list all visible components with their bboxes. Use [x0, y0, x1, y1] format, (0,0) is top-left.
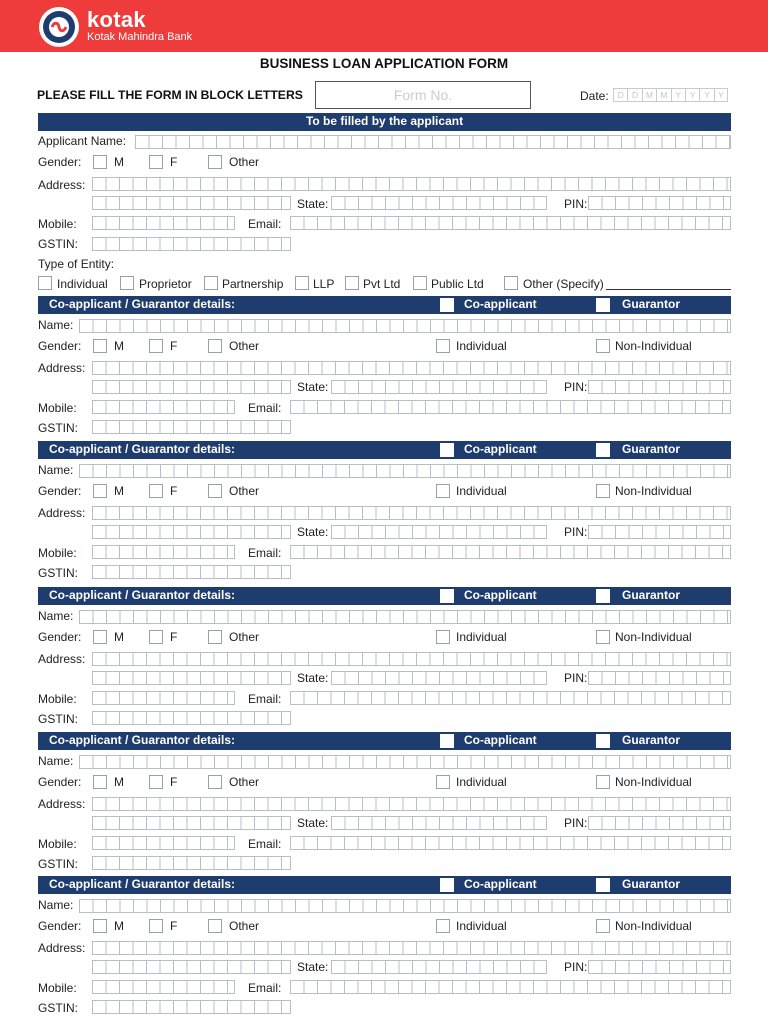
co-name-label: Name:	[38, 754, 74, 768]
co-non-individual-checkbox[interactable]	[596, 775, 610, 789]
co-mobile-input[interactable]	[92, 980, 235, 994]
co-gender-m-label: M	[114, 919, 124, 933]
co-section-title: Co-applicant / Guarantor details:	[49, 297, 236, 311]
co-email-label: Email:	[248, 401, 282, 415]
co-address-label: Address:	[38, 797, 86, 811]
brand-subtitle: Kotak Mahindra Bank	[87, 31, 193, 43]
co-applicant-checkbox[interactable]	[440, 589, 454, 603]
co-gstin-label: GSTIN:	[38, 566, 79, 580]
co-pin-input[interactable]	[588, 816, 731, 830]
co-gender-other-label: Other	[229, 919, 260, 933]
co-applicant-checkbox[interactable]	[440, 878, 454, 892]
gender-m-checkbox[interactable]	[93, 155, 107, 169]
co-gender-m-checkbox[interactable]	[93, 484, 107, 498]
date-box[interactable]: D	[627, 88, 641, 102]
entity-partnership-label: Partnership	[222, 277, 284, 291]
co-individual-checkbox[interactable]	[436, 919, 450, 933]
co-gender-other-checkbox[interactable]	[208, 630, 222, 644]
co-name-label: Name:	[38, 898, 74, 912]
co-email-input[interactable]	[290, 836, 731, 850]
co-pin-input[interactable]	[588, 525, 731, 539]
co-mobile-label: Mobile:	[38, 981, 77, 995]
co-applicant-label: Co-applicant	[464, 588, 537, 602]
gender-label: Gender:	[38, 155, 82, 169]
guarantor-label: Guarantor	[622, 877, 681, 891]
pin-input[interactable]	[588, 196, 731, 210]
co-section-title: Co-applicant / Guarantor details:	[49, 588, 236, 602]
co-individual-label: Individual	[456, 630, 507, 644]
co-section-title: Co-applicant / Guarantor details:	[49, 733, 236, 747]
co-gender-f-checkbox[interactable]	[149, 919, 163, 933]
email-label: Email:	[248, 217, 282, 231]
co-gender-other-label: Other	[229, 775, 260, 789]
gender-f-label: F	[170, 155, 178, 169]
co-gender-label: Gender:	[38, 919, 82, 933]
co-pin-label: PIN:	[564, 380, 588, 394]
co-address-line1-input[interactable]	[92, 361, 731, 375]
co-pin-label: PIN:	[564, 960, 588, 974]
entity-proprietor-label: Proprietor	[139, 277, 192, 291]
co-section-title: Co-applicant / Guarantor details:	[49, 877, 236, 891]
co-applicant-checkbox[interactable]	[440, 734, 454, 748]
co-section-header-3	[38, 587, 731, 605]
co-individual-label: Individual	[456, 484, 507, 498]
co-state-input[interactable]	[331, 960, 547, 974]
co-address-line2-input[interactable]	[92, 671, 291, 685]
entity-partnership-checkbox[interactable]	[204, 276, 218, 290]
co-email-input[interactable]	[290, 545, 731, 559]
guarantor-label: Guarantor	[622, 588, 681, 602]
co-gender-label: Gender:	[38, 484, 82, 498]
co-pin-input[interactable]	[588, 380, 731, 394]
state-input[interactable]	[331, 196, 547, 210]
co-name-input[interactable]	[79, 899, 731, 913]
brand-name: kotak	[87, 7, 146, 32]
co-individual-label: Individual	[456, 775, 507, 789]
co-state-label: State:	[297, 960, 329, 974]
co-individual-checkbox[interactable]	[436, 339, 450, 353]
co-email-label: Email:	[248, 981, 282, 995]
co-pin-input[interactable]	[588, 960, 731, 974]
co-state-input[interactable]	[331, 380, 547, 394]
co-mobile-input[interactable]	[92, 545, 235, 559]
co-state-input[interactable]	[331, 671, 547, 685]
co-non-individual-checkbox[interactable]	[596, 484, 610, 498]
co-email-input[interactable]	[290, 691, 731, 705]
entity-other-checkbox[interactable]	[504, 276, 518, 290]
co-applicant-label: Co-applicant	[464, 297, 537, 311]
co-address-line1-input[interactable]	[92, 506, 731, 520]
co-address-label: Address:	[38, 361, 86, 375]
guarantor-checkbox[interactable]	[596, 443, 610, 457]
address-line2-input[interactable]	[92, 196, 291, 210]
co-applicant-checkbox[interactable]	[440, 443, 454, 457]
co-mobile-label: Mobile:	[38, 401, 77, 415]
entity-proprietor-checkbox[interactable]	[120, 276, 134, 290]
co-gender-f-checkbox[interactable]	[149, 775, 163, 789]
entity-type-label: Type of Entity:	[38, 257, 115, 271]
entity-individual-label: Individual	[57, 277, 108, 291]
co-state-label: State:	[297, 671, 329, 685]
entity-other-specify-line[interactable]	[606, 289, 731, 290]
co-individual-checkbox[interactable]	[436, 484, 450, 498]
co-applicant-label: Co-applicant	[464, 877, 537, 891]
co-name-input[interactable]	[79, 610, 731, 624]
co-gstin-input[interactable]	[92, 1000, 291, 1014]
co-address-line2-input[interactable]	[92, 380, 291, 394]
header-bar	[0, 0, 768, 52]
co-section-title: Co-applicant / Guarantor details:	[49, 442, 236, 456]
co-gstin-input[interactable]	[92, 711, 291, 725]
co-non-individual-checkbox[interactable]	[596, 339, 610, 353]
co-applicant-checkbox[interactable]	[440, 298, 454, 312]
co-state-input[interactable]	[331, 816, 547, 830]
date-box[interactable]: M	[642, 88, 656, 102]
entity-individual-checkbox[interactable]	[38, 276, 52, 290]
co-email-input[interactable]	[290, 980, 731, 994]
co-non-individual-checkbox[interactable]	[596, 919, 610, 933]
co-name-label: Name:	[38, 463, 74, 477]
co-gstin-input[interactable]	[92, 420, 291, 434]
co-state-label: State:	[297, 380, 329, 394]
co-individual-label: Individual	[456, 339, 507, 353]
co-name-input[interactable]	[79, 464, 731, 478]
date-box[interactable]: D	[613, 88, 627, 102]
co-state-label: State:	[297, 816, 329, 830]
co-name-input[interactable]	[79, 755, 731, 769]
co-gender-f-checkbox[interactable]	[149, 630, 163, 644]
entity-llp-checkbox[interactable]	[295, 276, 309, 290]
co-section-header-2	[38, 441, 731, 459]
entity-publicltd-label: Public Ltd	[431, 277, 484, 291]
co-non-individual-label: Non-Individual	[615, 339, 692, 353]
co-address-label: Address:	[38, 652, 86, 666]
co-address-label: Address:	[38, 506, 86, 520]
entity-other-label: Other (Specify)	[523, 277, 604, 291]
gstin-input[interactable]	[92, 237, 291, 251]
co-mobile-label: Mobile:	[38, 546, 77, 560]
co-individual-checkbox[interactable]	[436, 630, 450, 644]
address-line1-input[interactable]	[92, 177, 731, 191]
date-box[interactable]: M	[656, 88, 670, 102]
co-gender-f-label: F	[170, 630, 178, 644]
co-email-input[interactable]	[290, 400, 731, 414]
co-gender-other-label: Other	[229, 339, 260, 353]
date-box[interactable]: Y	[671, 88, 685, 102]
guarantor-label: Guarantor	[622, 297, 681, 311]
mobile-label: Mobile:	[38, 217, 77, 231]
co-gender-other-checkbox[interactable]	[208, 484, 222, 498]
co-gender-label: Gender:	[38, 630, 82, 644]
gender-f-checkbox[interactable]	[149, 155, 163, 169]
co-pin-label: PIN:	[564, 671, 588, 685]
applicant-section-header: To be filled by the applicant	[38, 113, 731, 131]
co-gender-m-label: M	[114, 630, 124, 644]
form-number-field[interactable]: Form No.	[315, 81, 531, 109]
co-gender-f-label: F	[170, 484, 178, 498]
co-gstin-input[interactable]	[92, 856, 291, 870]
co-gender-m-checkbox[interactable]	[93, 339, 107, 353]
gender-other-label: Other	[229, 155, 260, 169]
guarantor-checkbox[interactable]	[596, 878, 610, 892]
co-gender-other-checkbox[interactable]	[208, 775, 222, 789]
co-gender-f-checkbox[interactable]	[149, 484, 163, 498]
co-gstin-label: GSTIN:	[38, 421, 79, 435]
co-non-individual-label: Non-Individual	[615, 484, 692, 498]
co-applicant-label: Co-applicant	[464, 442, 537, 456]
co-gender-other-label: Other	[229, 630, 260, 644]
co-gender-other-checkbox[interactable]	[208, 339, 222, 353]
co-address-line2-input[interactable]	[92, 816, 291, 830]
gstin-label: GSTIN:	[38, 237, 79, 251]
co-gender-f-label: F	[170, 775, 178, 789]
co-gender-f-label: F	[170, 919, 178, 933]
co-mobile-label: Mobile:	[38, 837, 77, 851]
co-address-line2-input[interactable]	[92, 525, 291, 539]
co-gender-label: Gender:	[38, 775, 82, 789]
date-box[interactable]: Y	[699, 88, 713, 102]
co-section-header-1	[38, 296, 731, 314]
kotak-logo-icon	[39, 7, 79, 47]
entity-pvtltd-label: Pvt Ltd	[363, 277, 401, 291]
co-section-header-4	[38, 732, 731, 750]
co-gender-f-label: F	[170, 339, 178, 353]
mobile-input[interactable]	[92, 216, 235, 230]
co-individual-checkbox[interactable]	[436, 775, 450, 789]
co-gender-m-checkbox[interactable]	[93, 775, 107, 789]
co-non-individual-label: Non-Individual	[615, 775, 692, 789]
applicant-name-input[interactable]	[135, 135, 731, 149]
co-non-individual-checkbox[interactable]	[596, 630, 610, 644]
co-applicant-label: Co-applicant	[464, 733, 537, 747]
co-address-line1-input[interactable]	[92, 652, 731, 666]
co-email-label: Email:	[248, 692, 282, 706]
co-section-header-5	[38, 876, 731, 894]
co-pin-label: PIN:	[564, 816, 588, 830]
instruction-text: PLEASE FILL THE FORM IN BLOCK LETTERS	[37, 88, 303, 102]
co-name-label: Name:	[38, 318, 74, 332]
co-gender-m-checkbox[interactable]	[93, 919, 107, 933]
co-state-label: State:	[297, 525, 329, 539]
co-gstin-label: GSTIN:	[38, 1001, 79, 1015]
date-field[interactable]	[613, 88, 728, 102]
co-gstin-label: GSTIN:	[38, 712, 79, 726]
pin-label: PIN:	[564, 197, 588, 211]
co-gender-f-checkbox[interactable]	[149, 339, 163, 353]
date-label: Date:	[580, 89, 609, 103]
co-mobile-input[interactable]	[92, 836, 235, 850]
co-gender-m-label: M	[114, 775, 124, 789]
co-pin-label: PIN:	[564, 525, 588, 539]
guarantor-checkbox[interactable]	[596, 298, 610, 312]
co-gender-label: Gender:	[38, 339, 82, 353]
co-individual-label: Individual	[456, 919, 507, 933]
form-title: BUSINESS LOAN APPLICATION FORM	[259, 56, 509, 71]
guarantor-label: Guarantor	[622, 442, 681, 456]
guarantor-checkbox[interactable]	[596, 589, 610, 603]
guarantor-checkbox[interactable]	[596, 734, 610, 748]
entity-pvtltd-checkbox[interactable]	[345, 276, 359, 290]
co-gstin-input[interactable]	[92, 565, 291, 579]
co-non-individual-label: Non-Individual	[615, 630, 692, 644]
co-gender-other-label: Other	[229, 484, 260, 498]
address-label: Address:	[38, 178, 86, 192]
co-address-line1-input[interactable]	[92, 941, 731, 955]
entity-publicltd-checkbox[interactable]	[413, 276, 427, 290]
gender-other-checkbox[interactable]	[208, 155, 222, 169]
co-address-line1-input[interactable]	[92, 797, 731, 811]
date-box[interactable]: Y	[685, 88, 699, 102]
co-address-label: Address:	[38, 941, 86, 955]
date-box[interactable]: Y	[714, 88, 728, 102]
co-email-label: Email:	[248, 837, 282, 851]
guarantor-label: Guarantor	[622, 733, 681, 747]
co-name-input[interactable]	[79, 319, 731, 333]
email-input[interactable]	[290, 216, 731, 230]
co-gender-m-checkbox[interactable]	[93, 630, 107, 644]
co-mobile-input[interactable]	[92, 400, 235, 414]
state-label: State:	[297, 197, 329, 211]
co-gender-m-label: M	[114, 484, 124, 498]
co-state-input[interactable]	[331, 525, 547, 539]
co-gender-m-label: M	[114, 339, 124, 353]
applicant-name-label: Applicant Name:	[38, 134, 127, 148]
co-pin-input[interactable]	[588, 671, 731, 685]
entity-llp-label: LLP	[313, 277, 335, 291]
co-gender-other-checkbox[interactable]	[208, 919, 222, 933]
co-email-label: Email:	[248, 546, 282, 560]
gender-m-label: M	[114, 155, 124, 169]
co-non-individual-label: Non-Individual	[615, 919, 692, 933]
co-mobile-input[interactable]	[92, 691, 235, 705]
co-mobile-label: Mobile:	[38, 692, 77, 706]
co-address-line2-input[interactable]	[92, 960, 291, 974]
co-gstin-label: GSTIN:	[38, 857, 79, 871]
co-name-label: Name:	[38, 609, 74, 623]
